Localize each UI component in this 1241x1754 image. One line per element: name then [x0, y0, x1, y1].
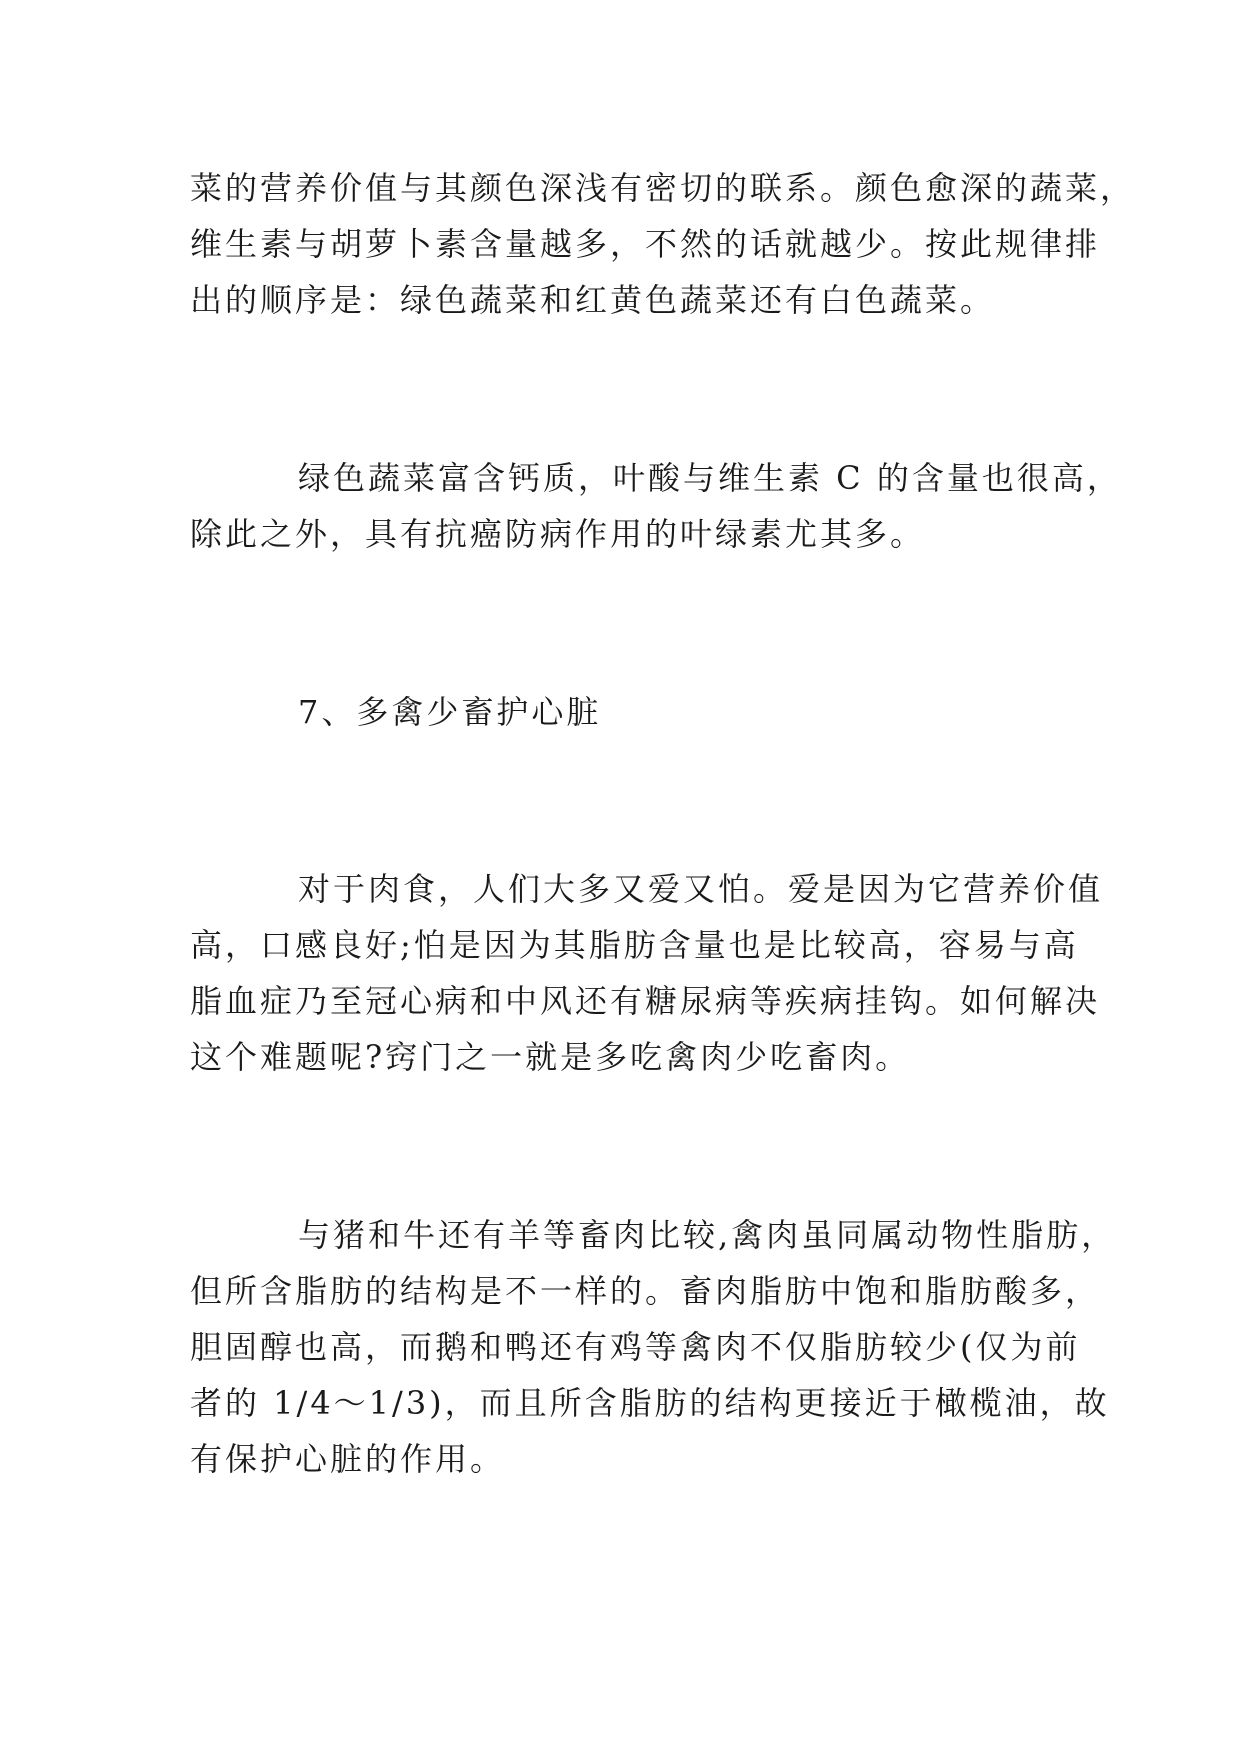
paragraph-4-line-4: 者的 1/4～1/3)，而且所含脂肪的结构更接近于橄榄油，故 — [190, 1384, 1110, 1422]
paragraph-3-line-1: 对于肉食，人们大多又爱又怕。爱是因为它营养价值 — [298, 870, 1104, 908]
paragraph-2-line-2: 除此之外，具有抗癌防病作用的叶绿素尤其多。 — [190, 515, 926, 553]
paragraph-1-line-2: 维生素与胡萝卜素含量越多，不然的话就越少。按此规律排 — [190, 225, 1101, 263]
paragraph-4-line-2: 但所含脂肪的结构是不一样的。畜肉脂肪中饱和脂肪酸多， — [190, 1272, 1101, 1310]
paragraph-3-line-3: 脂血症乃至冠心病和中风还有糖尿病等疾病挂钩。如何解决 — [190, 982, 1101, 1020]
section-heading: 7、多禽少畜护心脏 — [298, 693, 602, 731]
paragraph-1-line-1: 菜的营养价值与其颜色深浅有密切的联系。颜色愈深的蔬菜， — [190, 169, 1136, 207]
paragraph-4-line-5: 有保护心脏的作用。 — [190, 1440, 506, 1478]
paragraph-1-line-3: 出的顺序是：绿色蔬菜和红黄色蔬菜还有白色蔬菜。 — [190, 281, 996, 319]
paragraph-2-line-1: 绿色蔬菜富含钙质，叶酸与维生素 C 的含量也很高， — [298, 459, 1122, 497]
paragraph-3-line-4: 这个难题呢?窍门之一就是多吃禽肉少吃畜肉。 — [190, 1038, 911, 1076]
paragraph-4-line-1: 与猪和牛还有羊等畜肉比较,禽肉虽同属动物性脂肪， — [298, 1216, 1117, 1254]
paragraph-4-line-3: 胆固醇也高，而鹅和鸭还有鸡等禽肉不仅脂肪较少(仅为前 — [190, 1328, 1081, 1366]
paragraph-3-line-2: 高，口感良好;怕是因为其脂肪含量也是比较高，容易与高 — [190, 926, 1079, 964]
